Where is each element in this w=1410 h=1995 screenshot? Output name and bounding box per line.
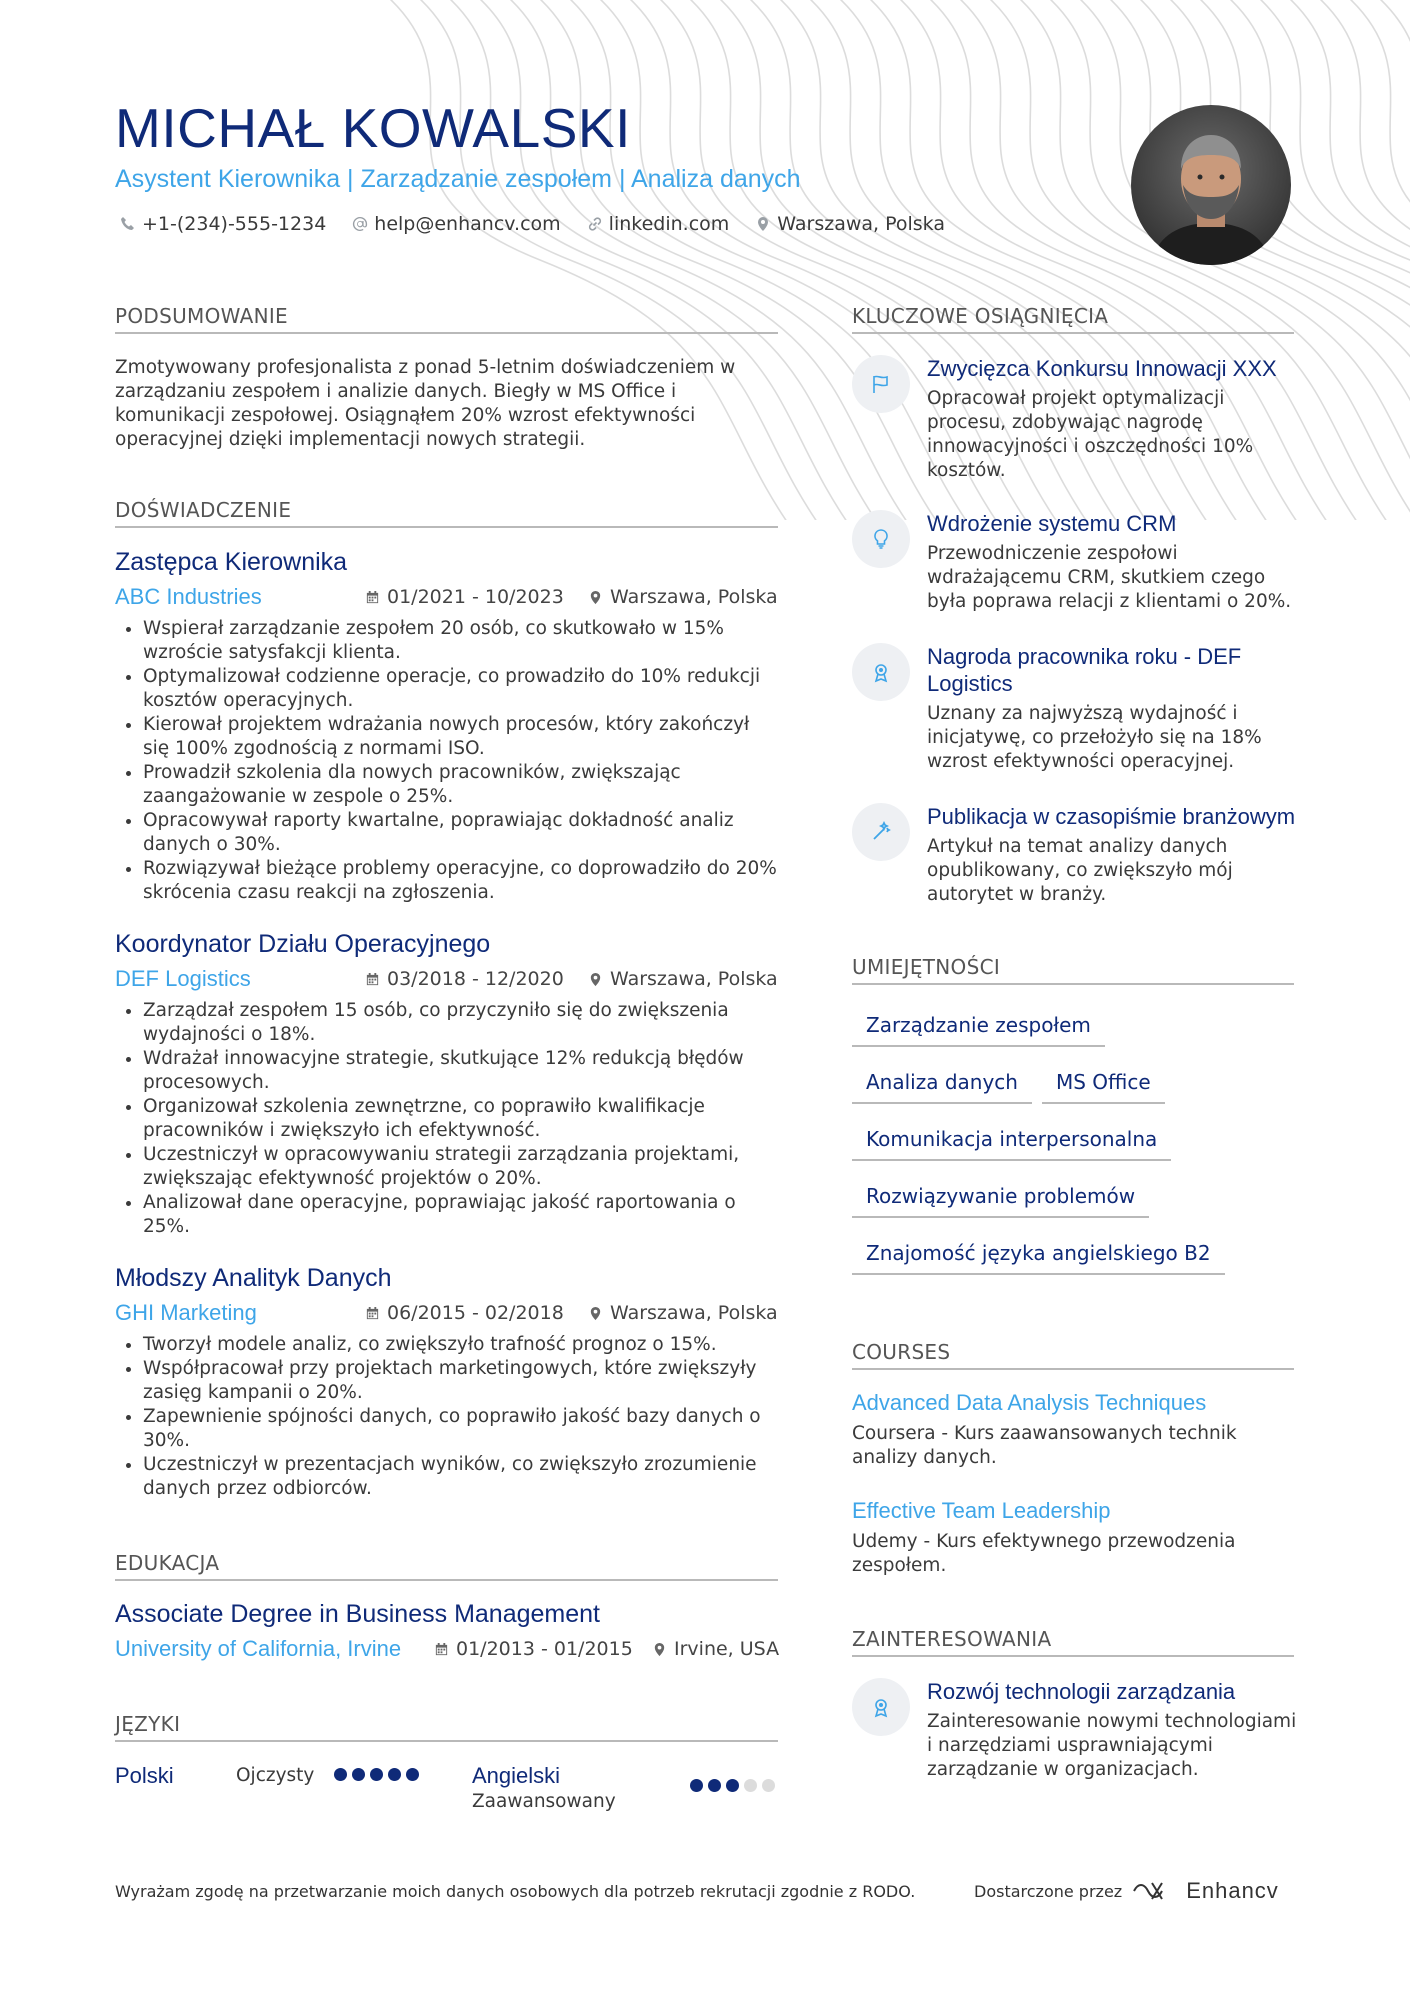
list-item: • Rozwiązywał bieżące problemy operacyjne, co doprowadziło do 20% skrócenia czasu reakcji na zgłoszenia.: [143, 857, 778, 905]
language-rating: [334, 1768, 419, 1781]
list-item: • Uczestniczył w opracowywaniu strategii zarządzania projektami, zwiększając efektywność projektów o 20%.: [143, 1143, 778, 1191]
course-desc: Udemy - Kurs efektywnego przewodzenia zespołem.: [852, 1531, 1236, 1576]
job-company: GHI Marketing: [115, 1300, 257, 1325]
candidate-name: MICHAŁ KOWALSKI: [115, 97, 631, 159]
education-location: Irvine, USA: [652, 1638, 779, 1660]
interest-desc: Zainteresowanie nowymi technologiami i narzędziami usprawniającymi zarządzanie w organizacjach.: [927, 1711, 1297, 1780]
candidate-headline: Asystent Kierownika | Zarządzanie zespołem | Analiza danych: [115, 165, 801, 193]
job-dates: 06/2015 - 02/2018: [365, 1302, 564, 1324]
interest-title: Rozwój technologii zarządzania: [927, 1679, 1236, 1704]
location-pin-icon: [588, 590, 603, 605]
list-item: • Analizował dane operacyjne, poprawiając jakość raportowania o 25%.: [143, 1191, 778, 1239]
skill-tag: Zarządzanie zespołem: [852, 1013, 1105, 1047]
job-company: ABC Industries: [115, 584, 262, 609]
achievement-title: Publikacja w czasopiśmie branżowym: [927, 804, 1296, 829]
rating-dot: [388, 1768, 401, 1781]
flag-icon: [869, 372, 893, 396]
lightbulb-icon: [869, 527, 893, 551]
at-icon: [352, 216, 368, 232]
location-pin-icon: [588, 972, 603, 987]
achievement-title: Nagroda pracownika roku - DEF Logistics: [927, 644, 1242, 696]
job-dates: 01/2021 - 10/2023: [365, 586, 564, 608]
course-title: Effective Team Leadership: [852, 1498, 1111, 1523]
calendar-icon: [434, 1642, 449, 1657]
job-bullets: [115, 617, 778, 905]
list-item: • Wdrażał innowacyjne strategie, skutkujące 12% redukcją błędów procesowych.: [143, 1047, 778, 1095]
list-item: • Wspierał zarządzanie zespołem 20 osób, co skutkowało w 15% wzroście satysfakcji klienta.: [143, 617, 778, 665]
language-name: Angielski: [472, 1763, 561, 1788]
profile-photo: [1131, 105, 1291, 265]
list-item: • Prowadził szkolenia dla nowych pracowników, zwiększając zaangażowanie w zespole o 25%.: [143, 761, 778, 809]
achievement-desc: Artykuł na temat analizy danych opublikowany, co zwiększyło mój autorytet w branży.: [927, 836, 1233, 905]
summary-text: Zmotywowany profesjonalista z ponad 5-letnim doświadczeniem w zarządzaniu zespołem i analizie danych. Biegły w MS Office i komunikacji zespołowej. Osiągnąłem 20% wzrost efektywności operacyjnej dzięki implementacji nowych strategii.: [115, 357, 736, 450]
calendar-icon: [365, 590, 380, 605]
award-icon: [869, 1695, 893, 1719]
summary-section-title: PODSUMOWANIE: [115, 304, 778, 334]
language-rating: [690, 1779, 775, 1792]
list-item: • Zarządzał zespołem 15 osób, co przyczyniło się do zwiększenia wydajności o 18%.: [143, 999, 778, 1047]
course-title: Advanced Data Analysis Techniques: [852, 1390, 1207, 1415]
school-name: University of California, Irvine: [115, 1636, 402, 1661]
job-location: Warszawa, Polska: [588, 968, 778, 990]
achievement-title: Wdrożenie systemu CRM: [927, 511, 1177, 536]
rating-dot: [406, 1768, 419, 1781]
list-item: • Organizował szkolenia zewnętrzne, co poprawiło kwalifikacje pracowników i zwiększyło ich efektywność.: [143, 1095, 778, 1143]
skill-tag: Analiza danych: [852, 1070, 1032, 1104]
powered-by-label: Dostarczone przez: [974, 1881, 1123, 1901]
powered-by[interactable]: [974, 1878, 1279, 1904]
achievements-section-title: KLUCZOWE OSIĄGNIĘCIA: [852, 304, 1294, 334]
list-item: • Kierował projektem wdrażania nowych procesów, który zakończył się 100% zgodnością z normami ISO.: [143, 713, 778, 761]
location-pin-icon: [755, 216, 771, 232]
calendar-icon: [365, 972, 380, 987]
calendar-icon: [365, 1306, 380, 1321]
award-icon: [869, 660, 893, 684]
skill-tag: Znajomość języka angielskiego B2: [852, 1241, 1225, 1275]
language-level: Zaawansowany: [472, 1791, 616, 1812]
list-item: • Optymalizował codzienne operacje, co prowadziło do 10% redukcji kosztów operacyjnych.: [143, 665, 778, 713]
job-location: Warszawa, Polska: [588, 586, 778, 608]
rating-dot: [762, 1779, 775, 1792]
list-item: • Tworzył modele analiz, co zwiększyło trafność prognoz o 15%.: [143, 1333, 778, 1357]
education-section-title: EDUKACJA: [115, 1551, 778, 1581]
contact-email[interactable]: help@enhancv.com: [352, 213, 560, 235]
rating-dot: [690, 1779, 703, 1792]
link-icon: [587, 216, 603, 232]
location-pin-icon: [588, 1306, 603, 1321]
location-pin-icon: [652, 1642, 667, 1657]
job-bullets: [115, 999, 778, 1239]
skill-tag: MS Office: [1042, 1070, 1165, 1104]
contact-row: [120, 213, 945, 235]
list-item: • Zapewnienie spójności danych, co poprawiło jakość bazy danych o 30%.: [143, 1405, 778, 1453]
achievement-title: Zwycięzca Konkursu Innowacji XXX: [927, 356, 1277, 381]
interests-section-title: ZAINTERESOWANIA: [852, 1627, 1294, 1657]
magic-wand-icon: [869, 820, 893, 844]
skill-tag: Komunikacja interpersonalna: [852, 1127, 1171, 1161]
courses-section-title: COURSES: [852, 1340, 1294, 1370]
rating-dot: [334, 1768, 347, 1781]
list-item: • Uczestniczył w prezentacjach wyników, co zwiększyło zrozumienie danych przez odbiorców.: [143, 1453, 778, 1501]
job-title: Zastępca Kierownika: [115, 548, 348, 576]
skill-tag: Rozwiązywanie problemów: [852, 1184, 1149, 1218]
enhancv-logo-icon: [1132, 1879, 1176, 1903]
rating-dot: [370, 1768, 383, 1781]
rating-dot: [708, 1779, 721, 1792]
rating-dot: [352, 1768, 365, 1781]
achievement-desc: Uznany za najwyższą wydajność i inicjatywę, co przełożyło się na 18% wzrost efektywności operacyjnej.: [927, 703, 1262, 772]
experience-section-title: DOŚWIADCZENIE: [115, 498, 778, 528]
language-name: Polski: [115, 1763, 174, 1788]
consent-note: Wyrażam zgodę na przetwarzanie moich danych osobowych dla potrzeb rekrutacji zgodnie z RODO.: [115, 1882, 916, 1901]
list-item: • Współpracował przy projektach marketingowych, które zwiększyły zasięg kampanii o 20%.: [143, 1357, 778, 1405]
skills-section-title: UMIEJĘTNOŚCI: [852, 955, 1294, 985]
course-desc: Coursera - Kurs zaawansowanych technik analizy danych.: [852, 1423, 1237, 1468]
job-dates: 03/2018 - 12/2020: [365, 968, 564, 990]
enhancv-brand: Enhancv: [1186, 1878, 1279, 1903]
achievement-desc: Przewodniczenie zespołowi wdrażającemu CRM, skutkiem czego była poprawa relacji z klientami o 20%.: [927, 543, 1292, 612]
achievement-desc: Opracował projekt optymalizacji procesu, zdobywając nagrodę innowacyjności i oszczędności 10% kosztów.: [927, 388, 1254, 481]
phone-icon: [120, 216, 136, 232]
list-item: • Opracowywał raporty kwartalne, poprawiając dokładność analiz danych o 30%.: [143, 809, 778, 857]
contact-location: Warszawa, Polska: [755, 213, 945, 235]
rating-dot: [726, 1779, 739, 1792]
job-company: DEF Logistics: [115, 966, 251, 991]
languages-section-title: JĘZYKI: [115, 1712, 778, 1742]
degree-title: Associate Degree in Business Management: [115, 1600, 600, 1628]
job-title: Koordynator Działu Operacyjnego: [115, 930, 491, 958]
job-location: Warszawa, Polska: [588, 1302, 778, 1324]
education-dates: 01/2013 - 01/2015: [434, 1638, 633, 1660]
contact-phone[interactable]: +1-(234)-555-1234: [120, 213, 326, 235]
job-bullets: [115, 1333, 778, 1501]
job-title: Młodszy Analityk Danych: [115, 1264, 392, 1292]
language-level: Ojczysty: [236, 1765, 315, 1786]
contact-linkedin[interactable]: linkedin.com: [587, 213, 730, 235]
rating-dot: [744, 1779, 757, 1792]
